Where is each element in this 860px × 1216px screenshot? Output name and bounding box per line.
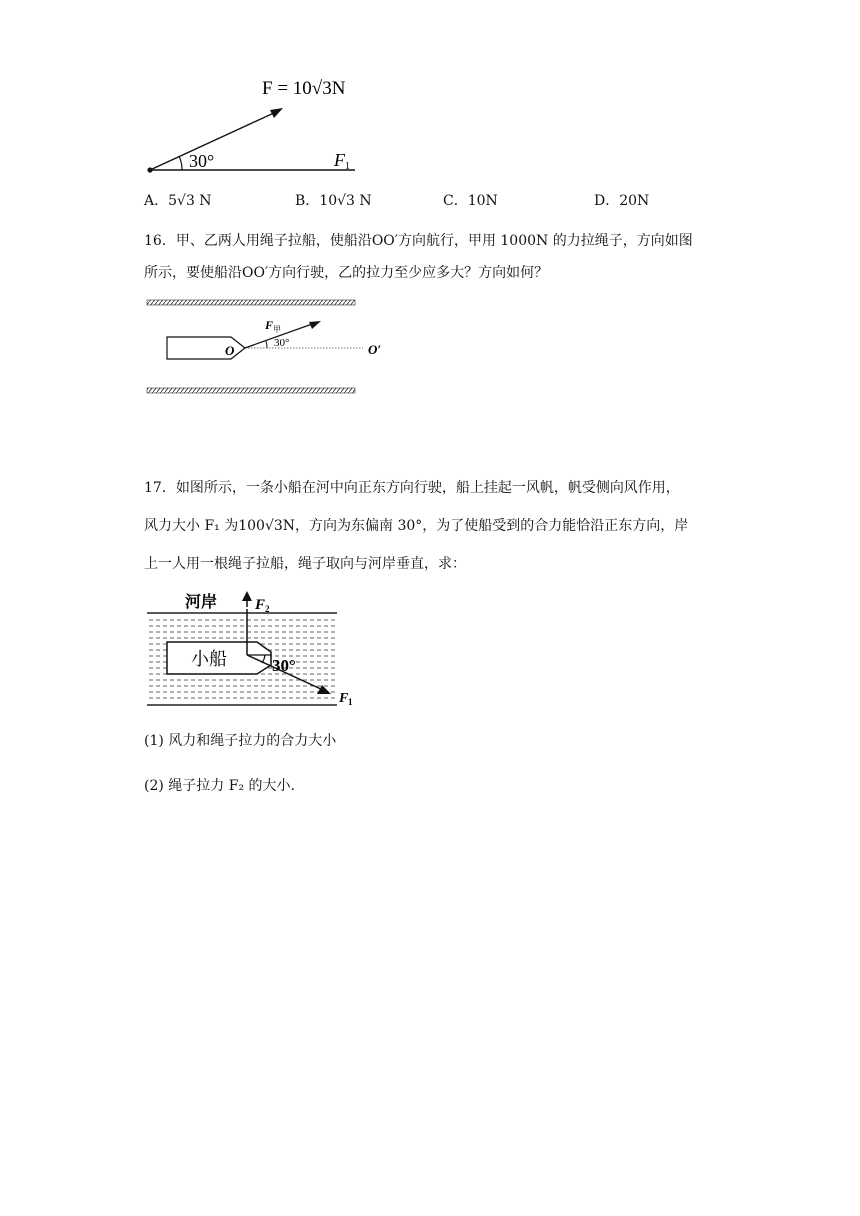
option-b-letter: B． — [295, 193, 320, 209]
origin-point — [147, 167, 152, 172]
option-d — [594, 191, 649, 211]
q17-sub1: (1) 风力和绳子拉力的合力大小 — [144, 733, 337, 749]
q17-line1: 17．如图所示，一条小船在河中向正东方向行驶，船上挂起一风帆，帆受侧向风作用， — [144, 480, 680, 496]
f2-arrowhead — [242, 591, 252, 601]
option-a — [144, 191, 212, 211]
force-diagram-q15 — [140, 70, 380, 180]
q17-angle-label: 30° — [272, 656, 296, 675]
q16-line1: 16．甲、乙两人用绳子拉船，使船沿OO′方向航行，甲用 1000N 的力拉绳子，方向如图 — [144, 233, 693, 249]
bank-label: 河岸 — [185, 594, 218, 611]
o-label: O — [225, 343, 235, 358]
angle-label: 30° — [189, 151, 215, 171]
boat-diagram-q17 — [145, 589, 365, 711]
q17-line2: 风力大小 F₁ 为100√3N，方向为东偏南 30°，为了使船受到的合力能恰沿正东方向，岸 — [144, 518, 689, 534]
boat-label: 小船 — [191, 649, 227, 669]
option-d-letter: D． — [594, 193, 620, 209]
lower-bank — [147, 388, 355, 393]
option-c-letter: C． — [443, 193, 468, 209]
q16-line2: 所示，要使船沿OO′方向行驶，乙的拉力至少应多大？方向如何？ — [144, 265, 549, 281]
option-c — [443, 191, 498, 211]
f1-label: F — [334, 150, 345, 170]
f2-subscript: 2 — [265, 604, 270, 614]
f2-label: F — [255, 597, 266, 613]
f-jia-label: F — [265, 318, 274, 332]
force-arrowhead — [270, 108, 283, 118]
q17-sub2: (2) 绳子拉力 F₂ 的大小. — [144, 778, 295, 794]
f1-subscript: 1 — [348, 697, 353, 707]
q17-line3: 上一人用一根绳子拉船，绳子取向与河岸垂直，求： — [144, 556, 466, 572]
option-c-text: 10N — [467, 193, 498, 209]
upper-bank — [147, 300, 355, 305]
boat-diagram-q16 — [145, 297, 390, 397]
f1-subscript: 1 — [345, 161, 350, 172]
option-a-letter: A． — [144, 193, 169, 209]
option-a-text: 5√3 N — [168, 193, 212, 209]
f1-label: F — [339, 691, 349, 706]
q16-angle-arc — [266, 341, 267, 348]
f-jia-subscript: 甲 — [273, 325, 281, 334]
q16-angle-label: 30° — [274, 337, 290, 349]
f-jia-arrowhead — [309, 321, 321, 329]
angle-arc — [179, 156, 182, 170]
option-b-text: 10√3 N — [319, 193, 372, 209]
o-prime-label: O′ — [368, 342, 382, 357]
option-b — [295, 191, 372, 211]
option-d-text: 20N — [619, 193, 650, 209]
force-label: F = 10√3N — [262, 78, 346, 99]
